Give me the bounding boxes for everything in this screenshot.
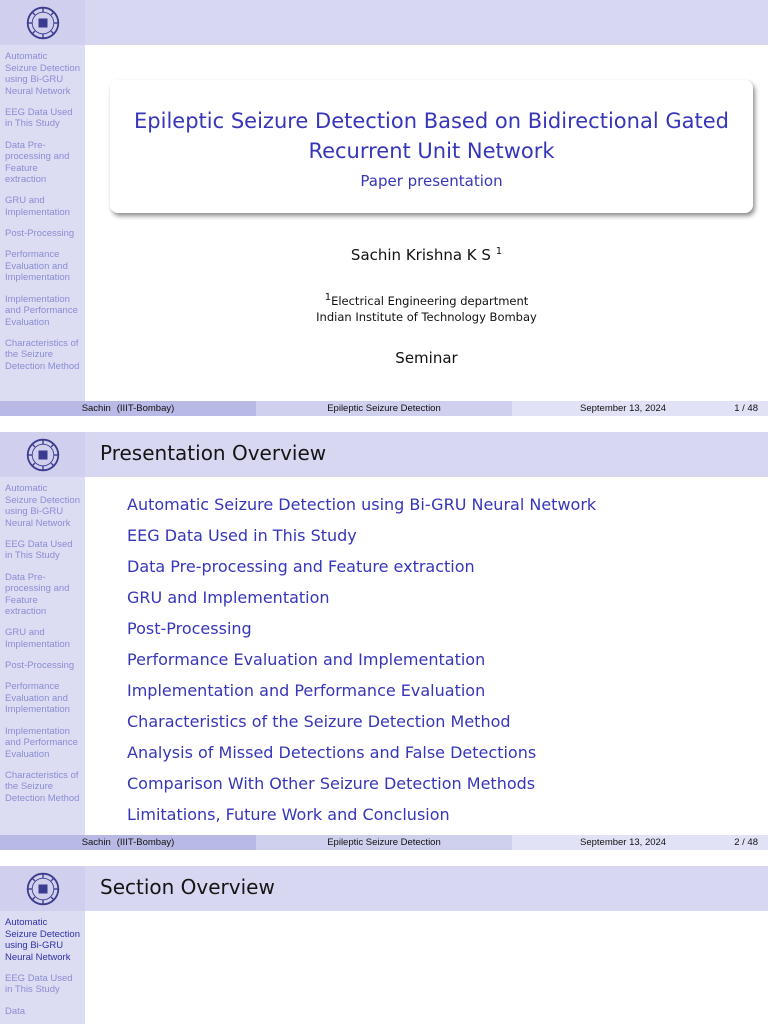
outline-item[interactable]: Analysis of Missed Detections and False Detections [127,743,537,762]
sidebar-item[interactable]: GRU and Implementation [5,195,70,219]
header-bar [85,432,768,477]
outline-item[interactable]: Limitations, Future Work and Conclusion [127,805,450,824]
sidebar-item-active[interactable]: Automatic Seizure Detection using Bi-GRU Neural Network [5,917,80,963]
event-label: Seminar [395,349,458,367]
sidebar [0,0,85,416]
footer-affiliation: (IIIT-Bombay) [116,837,175,848]
outline-item[interactable]: Automatic Seizure Detection using Bi-GRU Neural Network [127,495,597,514]
logo-box [0,0,85,45]
sidebar-item[interactable]: Data Pre-processing and Feature extraction [5,571,70,618]
sidebar-item[interactable]: EEG Data Used in This Study [5,972,73,996]
institute-name: Indian Institute of Technology Bombay [316,309,537,324]
author-line [85,246,768,264]
logo-box [0,866,85,911]
outline-item[interactable]: Data Pre-processing and Feature extraction [127,557,475,576]
sidebar-item[interactable]: Characteristics of the Seizure Detection Method [5,337,80,372]
institution [85,290,768,325]
footer-affiliation: (IIIT-Bombay) [116,403,175,414]
logo-box [0,432,85,477]
outline-list [127,494,596,835]
sidebar [0,432,85,850]
footer [0,401,768,416]
title-box [110,80,753,213]
header-bar [85,866,768,911]
institution-mark: 1 [324,292,332,303]
footer-author: Sachin [81,837,111,848]
sidebar-item[interactable]: Implementation and Performance Evaluation [5,293,78,328]
slide-title [0,0,768,416]
outline-item[interactable]: Post-Processing [127,619,252,638]
footer-date: September 13, 2024 [580,403,667,414]
outline-item[interactable]: Performance Evaluation and Implementation [127,650,486,669]
footer [0,835,768,850]
footer-topic: Epileptic Seizure Detection [256,835,512,850]
header-bar [85,0,768,45]
sidebar-item[interactable]: Performance Evaluation and Implementation [5,681,70,716]
iit-bombay-seal-icon [25,871,61,907]
iit-bombay-seal-icon [25,437,61,473]
outline-item[interactable]: Implementation and Performance Evaluation [127,681,486,700]
sidebar-item[interactable]: Implementation and Performance Evaluation [5,725,78,760]
sidebar-item[interactable]: Automatic Seizure Detection using Bi-GRU Neural Network [5,51,80,97]
slide-heading: Section Overview [100,875,275,899]
iit-bombay-seal-icon [25,5,61,41]
footer-topic: Epileptic Seizure Detection [256,401,512,416]
footer-author: Sachin [81,403,111,414]
sidebar [0,866,85,1024]
sidebar-item[interactable]: EEG Data Used in This Study [5,106,73,130]
page-number: 1 / 48 [734,403,758,414]
department: Electrical Engineering department [331,293,529,308]
author-name: Sachin Krishna K S [350,246,491,264]
outline-item[interactable]: Characteristics of the Seizure Detection Method [127,712,511,731]
sidebar-item[interactable]: Data [5,1005,26,1017]
outline-item[interactable]: EEG Data Used in This Study [127,526,357,545]
slide-heading: Presentation Overview [100,441,327,465]
presentation-subtitle: Paper presentation [360,172,503,190]
sidebar-item[interactable]: Data Pre-processing and Feature extraction [5,139,70,186]
sidebar-item[interactable]: EEG Data Used in This Study [5,538,73,562]
presentation-title: Epileptic Seizure Detection Based on Bidirectional Gated Recurrent Unit Network [134,109,729,163]
footer-date: September 13, 2024 [580,837,667,848]
sidebar-item[interactable]: Characteristics of the Seizure Detection Method [5,769,80,804]
slide-overview [0,432,768,850]
page-number: 2 / 48 [734,837,758,848]
sidebar-item[interactable]: Automatic Seizure Detection using Bi-GRU Neural Network [5,483,80,529]
slide-section-overview [0,866,768,1024]
sidebar-item[interactable]: GRU and Implementation [5,627,70,651]
sidebar-item[interactable]: Post-Processing [5,660,75,672]
outline-item[interactable]: Comparison With Other Seizure Detection Methods [127,774,536,793]
sidebar-item[interactable]: Post-Processing [5,228,75,240]
sidebar-item[interactable]: Performance Evaluation and Implementation [5,249,70,284]
outline-item[interactable]: GRU and Implementation [127,588,330,607]
author-mark: 1 [495,246,503,257]
